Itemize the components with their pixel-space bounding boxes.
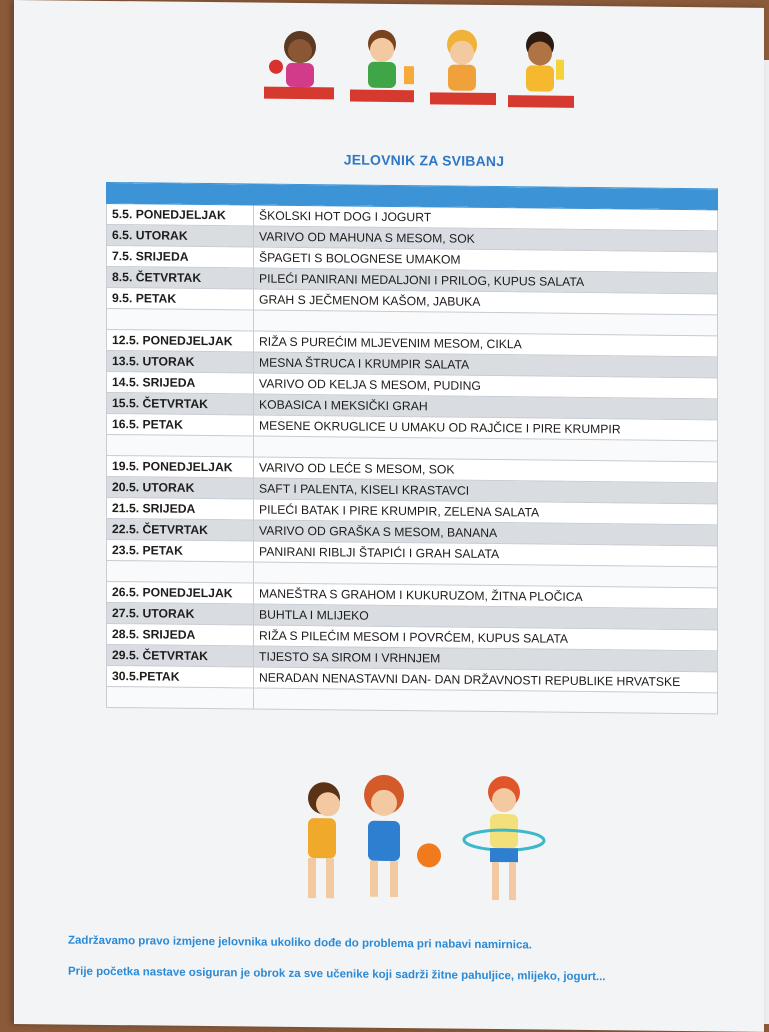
menu-day — [107, 434, 254, 457]
kid-boy-1 — [350, 30, 414, 103]
menu-day: 29.5. ČETVRTAK — [107, 644, 254, 667]
note-breakfast: Prije početka nastave osiguran je obrok za sve učenike koji sadrži žitne pahuljice, mlijeko, jogurt... — [68, 965, 606, 984]
menu-day: 23.5. PETAK — [107, 539, 254, 562]
menu-meal: BUHTLA I MLIJEKO — [254, 604, 718, 630]
menu-meal: ŠPAGETI S BOLOGNESE UMAKOM — [254, 247, 718, 273]
kids-eating-illustration — [254, 17, 584, 116]
menu-meal: MESENE OKRUGLICE U UMAKU OD RAJČICE I PIRE KRUMPIR — [254, 415, 718, 441]
menu-day — [107, 686, 254, 709]
menu-sheet — [14, 0, 764, 1032]
menu-day: 15.5. ČETVRTAK — [107, 392, 254, 415]
menu-day: 20.5. UTORAK — [107, 476, 254, 499]
menu-day: 16.5. PETAK — [107, 413, 254, 436]
menu-meal — [254, 688, 718, 714]
menu-meal: PILEĆI BATAK I PIRE KRUMPIR, ZELENA SALATA — [254, 499, 718, 525]
menu-meal: PANIRANI RIBLJI ŠTAPIĆI I GRAH SALATA — [254, 541, 718, 567]
menu-meal: VARIVO OD KELJA S MESOM, PUDING — [254, 373, 718, 399]
menu-day: 12.5. PONEDJELJAK — [107, 329, 254, 352]
menu-meal: MESNA ŠTRUCA I KRUMPIR SALATA — [254, 352, 718, 378]
menu-day: 28.5. SRIJEDA — [107, 623, 254, 646]
kids-playing-illustration — [284, 768, 564, 921]
menu-day: 19.5. PONEDJELJAK — [107, 455, 254, 478]
kid-girl — [264, 31, 334, 100]
menu-day: 21.5. SRIJEDA — [107, 497, 254, 520]
menu-day — [107, 308, 254, 331]
menu-meal: VARIVO OD LEĆE S MESOM, SOK — [254, 457, 718, 483]
menu-meal: VARIVO OD MAHUNA S MESOM, SOK — [254, 226, 718, 252]
menu-day: 14.5. SRIJEDA — [107, 371, 254, 394]
menu-day — [107, 560, 254, 583]
menu-meal: KOBASICA I MEKSIČKI GRAH — [254, 394, 718, 420]
menu-meal: ŠKOLSKI HOT DOG I JOGURT — [254, 205, 718, 231]
menu-day: 22.5. ČETVRTAK — [107, 518, 254, 541]
kid-hula-hoop — [464, 776, 544, 901]
menu-meal: MANEŠTRA S GRAHOM I KUKURUZOM, ŽITNA PLOČICA — [254, 583, 718, 609]
menu-day: 5.5. PONEDJELJAK — [107, 203, 254, 226]
menu-day: 8.5. ČETVRTAK — [107, 266, 254, 289]
menu-day: 6.5. UTORAK — [107, 224, 254, 247]
menu-day: 26.5. PONEDJELJAK — [107, 581, 254, 604]
menu-meal: NERADAN NENASTAVNI DAN- DAN DRŽAVNOSTI REPUBLIKE HRVATSKE — [254, 667, 718, 693]
menu-meal: RIŽA S PUREĆIM MLJEVENIM MESOM, CIKLA — [254, 331, 718, 357]
menu-day: 27.5. UTORAK — [107, 602, 254, 625]
kid-boy-3 — [508, 31, 574, 108]
menu-day: 9.5. PETAK — [107, 287, 254, 310]
menu-meal: GRAH S JEČMENOM KAŠOM, JABUKA — [254, 289, 718, 315]
page-title: JELOVNIK ZA SVIBANJ — [343, 151, 505, 170]
menu-meal: TIJESTO SA SIROM I VRHNJEM — [254, 646, 718, 672]
kid-playing-2 — [364, 775, 441, 898]
menu-meal: PILEĆI PANIRANI MEDALJONI I PRILOG, KUPUS SALATA — [254, 268, 718, 294]
menu-day: 7.5. SRIJEDA — [107, 245, 254, 268]
kid-boy-2 — [430, 29, 496, 105]
menu-table-body — [107, 182, 718, 713]
note-menu-change: Zadržavamo pravo izmjene jelovnika ukoliko dođe do problema pri nabavi namirnica. — [68, 934, 532, 952]
kid-playing-1 — [308, 782, 340, 898]
menu-meal: SAFT I PALENTA, KISELI KRASTAVCI — [254, 478, 718, 504]
menu-table — [106, 182, 718, 714]
menu-meal: RIŽA S PILEĆIM MESOM I POVRĆEM, KUPUS SALATA — [254, 625, 718, 651]
menu-meal: VARIVO OD GRAŠKA S MESOM, BANANA — [254, 520, 718, 546]
menu-day: 13.5. UTORAK — [107, 350, 254, 373]
menu-day: 30.5.PETAK — [107, 665, 254, 688]
